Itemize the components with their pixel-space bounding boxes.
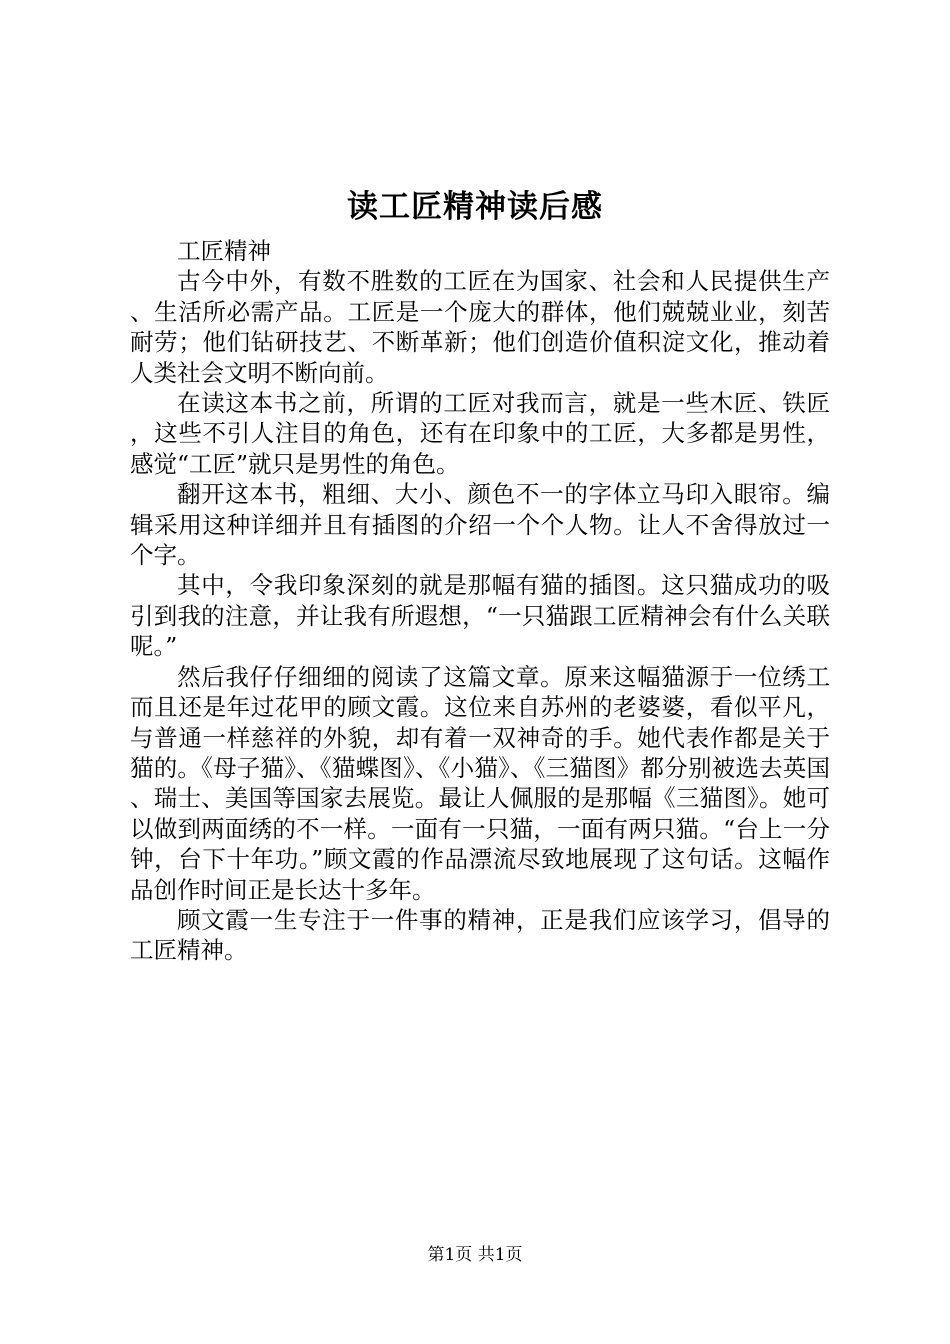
paragraph: 在读这本书之前，所谓的工匠对我而言，就是一些木匠、铁匠，这些不引人注目的角色，还有在印象中的工匠，大多都是男性，感觉“工匠”就只是男性的角色。 (130, 389, 830, 478)
page-number-footer: 第1页 共1页 (427, 1245, 523, 1265)
document-body (130, 236, 830, 966)
paragraph: 然后我仔仔细细的阅读了这篇文章。原来这幅猫源于一位绣工而且还是年过花甲的顾文霞。这位来自苏州的老婆婆，看似平凡，与普通一样慈祥的外貌，却有着一双神奇的手。她代表作都是关于猫的。《母子猫》、《猫蝶图》、《小猫》、《三猫图》都分别被选去英国、瑞士、美国等国家去展览。最让人佩服的是那幅《三猫图》。她可以做到两面绣的不一样。一面有一只猫，一面有两只猫。“台上一分钟，台下十年功。”顾文霞的作品漂流尽致地展现了这句话。这幅作品创作时间正是长达十多年。 (130, 662, 830, 904)
paragraph: 古今中外，有数不胜数的工匠在为国家、社会和人民提供生产、生活所必需产品。工匠是一个庞大的群体，他们兢兢业业，刻苦耐劳；他们钻研技艺、不断革新；他们创造价值积淀文化，推动着人类社会文明不断向前。 (130, 267, 830, 387)
document-title: 读工匠精神读后感 (347, 189, 603, 225)
paragraph: 翻开这本书，粗细、大小、颜色不一的字体立马印入眼帘。编辑采用这种详细并且有插图的介绍一个个人物。让人不舍得放过一个字。 (130, 480, 830, 570)
section-heading: 工匠精神 (177, 237, 271, 265)
paragraph: 其中，令我印象深刻的就是那幅有猫的插图。这只猫成功的吸引到我的注意，并让我有所遐想，“一只猫跟工匠精神会有什么关联呢。” (130, 571, 830, 661)
paragraph: 顾文霞一生专注于一件事的精神，正是我们应该学习，倡导的工匠精神。 (130, 905, 830, 965)
